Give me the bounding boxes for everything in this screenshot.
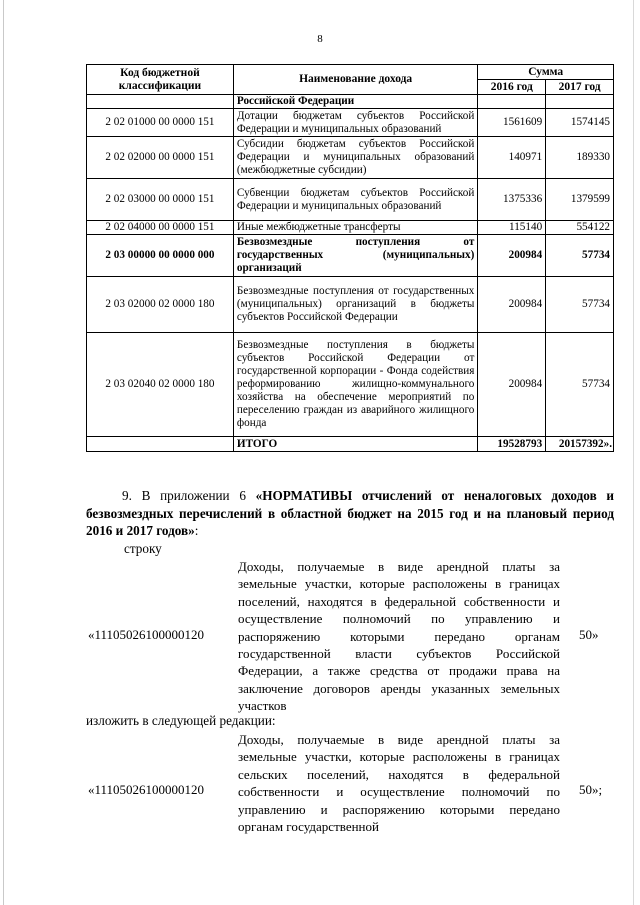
page-edge-left — [3, 0, 4, 905]
row-name: Дотации бюджетам субъектов Российской Федерации и муниципальных образований — [233, 109, 477, 137]
table-row — [87, 333, 614, 437]
row-name: Иные межбюджетные трансферты — [233, 221, 477, 235]
word-izlozhit: изложить в следующей редакции: — [86, 713, 276, 728]
header-name: Наименование дохода — [233, 65, 477, 95]
paragraph-9-suffix: : — [194, 523, 199, 538]
row-code: 2 03 02000 02 0000 180 — [87, 277, 234, 333]
new-row-description: Доходы, получаемые в виде арендной платы за земельные участки, которые расположены в границах сельских поселений, находятся в федеральной собственности и осуществление полномочий по управлению и распоряжению которыми передано органам государственной — [238, 732, 560, 835]
row-code: 2 03 00000 00 0000 000 — [87, 235, 234, 277]
row-value-2016: 200984 — [478, 235, 546, 277]
header-sum: Сумма — [478, 65, 614, 80]
row-value-2017: 57734 — [546, 333, 614, 437]
row-value-2016: 200984 — [478, 277, 546, 333]
row-code: 2 03 02040 02 0000 180 — [87, 333, 234, 437]
row-code: 2 02 01000 00 0000 151 — [87, 109, 234, 137]
row-value-2017: 554122 — [546, 221, 614, 235]
row-value-2016: 140971 — [478, 137, 546, 179]
table-row — [87, 137, 614, 179]
header-year-2017: 2017 год — [546, 80, 614, 95]
budget-table — [86, 64, 614, 452]
row-value-2017: 57734 — [546, 235, 614, 277]
row-value-2017: 57734 — [546, 277, 614, 333]
row-value-2016: 1375336 — [478, 179, 546, 221]
word-stroku: строку — [124, 541, 162, 556]
page-edge-right — [633, 0, 634, 905]
row-value-2017: 1574145 — [546, 109, 614, 137]
row-value-2016: 115140 — [478, 221, 546, 235]
old-row-description: Доходы, получаемые в виде арендной платы за земельные участки, которые расположены в границах поселений, находятся в федеральной собственности и осуществление полномочий по управлению и распоряжению которыми передано органам государственной власти субъектов Российской Федерации, а также средства от продажи права на заключение договоров аренды указанных земельных участков — [238, 559, 560, 714]
total-label: ИТОГО — [233, 437, 477, 452]
paragraph-9-title: «НОРМАТИВЫ отчислений от неналоговых доходов и безвозмездных перечислений в областной бюджет на 2015 год и на плановый период 2016 и 2017 годов» — [86, 488, 614, 538]
new-row-code: «11105026100000120 — [88, 782, 205, 797]
row-name: Безвозмездные поступления в бюджеты субъектов Российской Федерации от государственной корпорации - Фонда содействия реформированию жилищно-коммунального хозяйства на обеспечение мероприятий по переселению граждан из аварийного жилищного фонда — [233, 333, 477, 437]
row-value-2016: 1561609 — [478, 109, 546, 137]
row-value-2017: 1379599 — [546, 179, 614, 221]
old-row-code: «11105026100000120 — [88, 627, 205, 642]
row-code: 2 02 03000 00 0000 151 — [87, 179, 234, 221]
total-row — [87, 437, 614, 452]
table-row — [87, 221, 614, 235]
table-row — [87, 235, 614, 277]
row-name: Российской Федерации — [233, 95, 477, 109]
row-value-2016: 200984 — [478, 333, 546, 437]
paragraph-9 — [86, 487, 614, 540]
row-code: 2 02 02000 00 0000 151 — [87, 137, 234, 179]
header-year-2016: 2016 год — [478, 80, 546, 95]
row-value-2017: 189330 — [546, 137, 614, 179]
total-value-2016: 19528793 — [478, 437, 546, 452]
paragraph-9-prefix: 9. В приложении 6 — [122, 488, 256, 503]
row-code: 2 02 04000 00 0000 151 — [87, 221, 234, 235]
total-value-2017: 20157392». — [546, 437, 614, 452]
old-row-percent: 50» — [579, 627, 599, 642]
row-code — [87, 95, 234, 109]
header-code: Код бюджетной классификации — [87, 65, 234, 95]
page-number: 8 — [317, 33, 323, 45]
row-name: Субсидии бюджетам субъектов Российской Федерации и муниципальных образований (межбюджетные субсидии) — [233, 137, 477, 179]
table-row — [87, 277, 614, 333]
row-name: Безвозмездные поступления от государственных (муниципальных) организаций в бюджеты субъектов Российской Федерации — [233, 277, 477, 333]
row-name: Безвозмездные поступления от государственных (муниципальных) организаций — [233, 235, 477, 277]
row-name: Субвенции бюджетам субъектов Российской Федерации и муниципальных образований — [233, 179, 477, 221]
table-row — [87, 109, 614, 137]
table-row — [87, 179, 614, 221]
table-row — [87, 95, 614, 109]
new-row-percent: 50»; — [579, 782, 603, 797]
